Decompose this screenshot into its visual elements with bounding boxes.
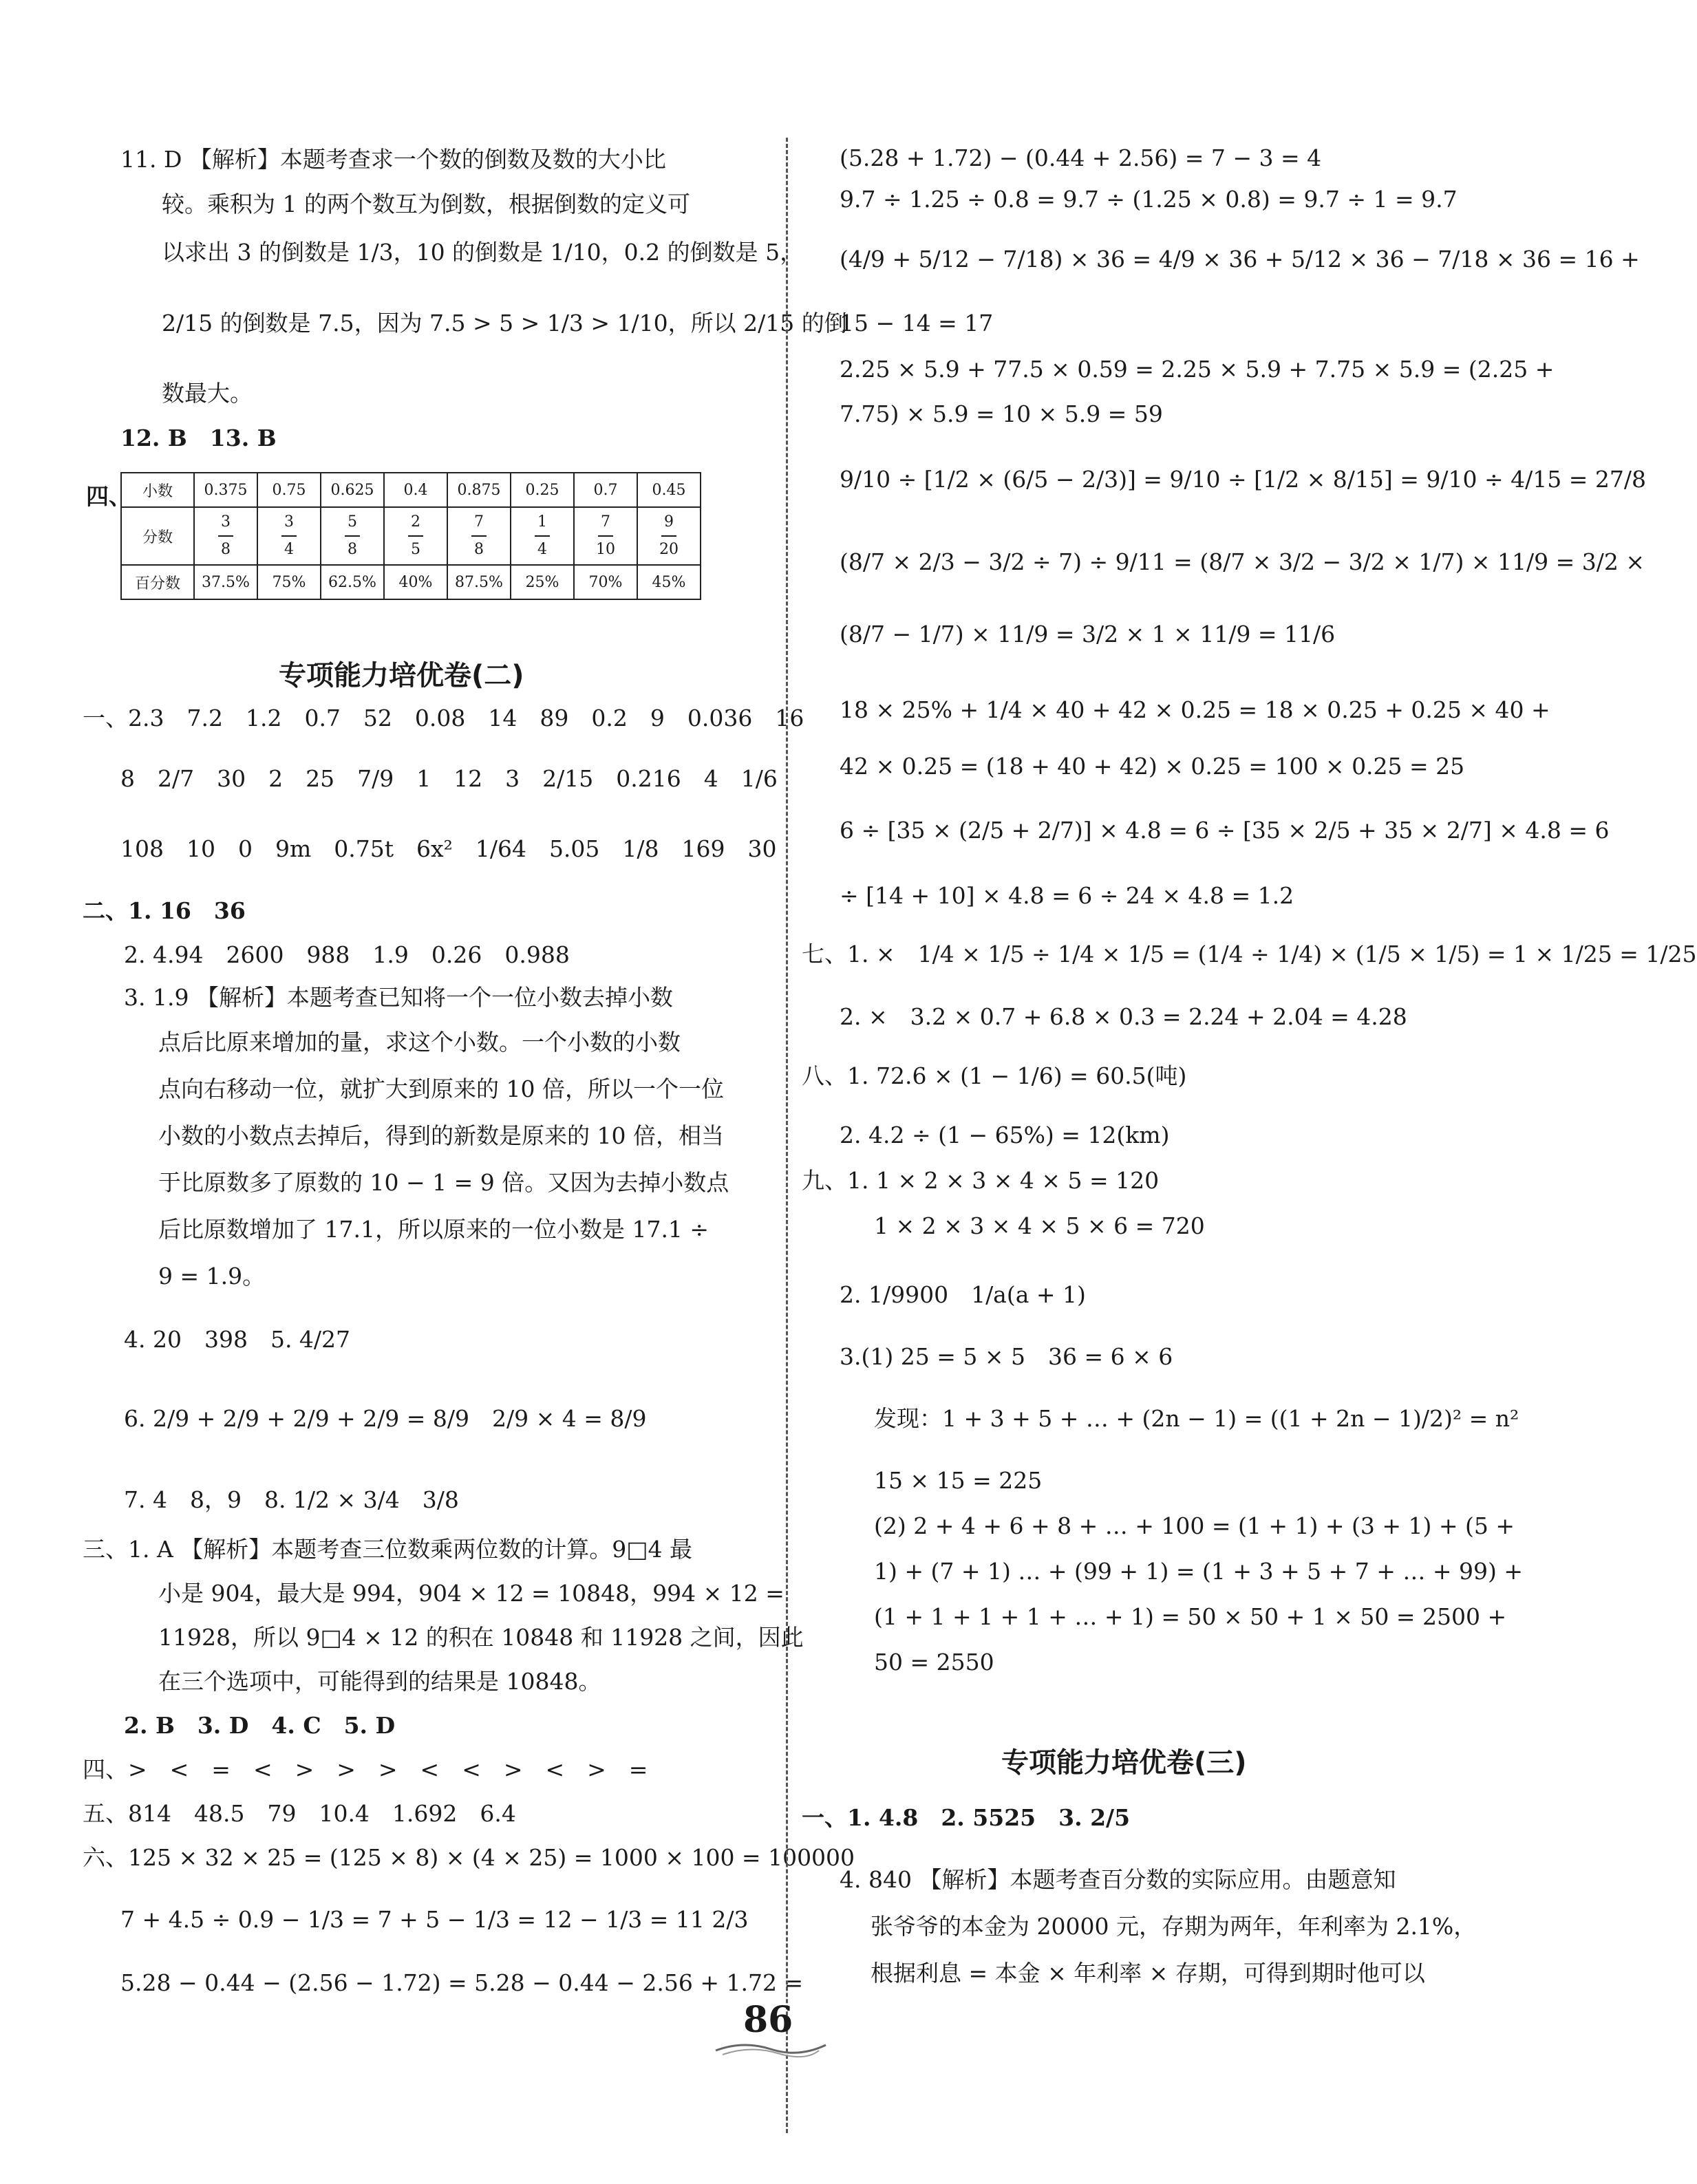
cell: 0.25 <box>511 473 574 507</box>
numerator: 7 <box>598 509 613 537</box>
cell: 0.4 <box>384 473 447 507</box>
r-line-8: (8/7 × 2/3 − 3/2 ÷ 7) ÷ 9/11 = (8/7 × 3/2 − 3/2 × 1/7) × 11/9 = 3/2 × <box>840 548 1645 575</box>
numerator: 1 <box>535 509 550 537</box>
s9-q3-part2-line-1: (2) 2 + 4 + 6 + 8 + … + 100 = (1 + 1) + (3 + 1) + (5 + <box>874 1512 1515 1539</box>
r-line-12: 6 ÷ [35 × (2/5 + 2/7)] × 4.8 = 6 ÷ [35 × 2/5 + 35 × 2/7] × 4.8 = 6 <box>840 817 1610 844</box>
numerator: 3 <box>218 509 233 537</box>
s9-q3-part2-line-3: (1 + 1 + 1 + 1 + … + 1) = 50 × 50 + 1 × 50 = 2500 + <box>874 1603 1507 1630</box>
cell <box>321 507 384 565</box>
s9-q1-line-2: 1 × 2 × 3 × 4 × 5 × 6 = 720 <box>874 1212 1205 1239</box>
r-line-3: (4/9 + 5/12 − 7/18) × 36 = 4/9 × 36 + 5/12 × 36 − 7/18 × 36 = 16 + <box>840 246 1640 272</box>
s1-line-2: 8 2/7 30 2 25 7/9 1 12 3 2/15 0.216 4 1/6 <box>120 765 778 792</box>
q11-line-3: 以求出 3 的倒数是 1/3，10 的倒数是 1/10，0.2 的倒数是 5， <box>162 239 803 266</box>
t3-q4-line-1: 4. 840 【解析】本题考查百分数的实际应用。由题意知 <box>840 1866 1396 1893</box>
cell <box>384 507 447 565</box>
r-line-10: 18 × 25% + 1/4 × 40 + 42 × 0.25 = 18 × 0.25 + 0.25 × 40 + <box>840 696 1550 723</box>
numerator: 3 <box>281 509 297 537</box>
s3-line-1: 三、1. A 【解析】本题考查三位数乘两位数的计算。9□4 最 <box>83 1536 692 1563</box>
r-line-7: 9/10 ÷ [1/2 × (6/5 − 2/3)] = 9/10 ÷ [1/2 × 8/15] = 9/10 ÷ 4/15 = 27/8 <box>840 466 1646 493</box>
s8-q1: 八、1. 72.6 × (1 − 1/6) = 60.5(吨) <box>802 1062 1187 1089</box>
s9-q3-part2-line-2: 1) + (7 + 1) … + (99 + 1) = (1 + 3 + 5 + 7 + … + 99) + <box>874 1558 1523 1585</box>
s3-line-2: 小是 904，最大是 994，904 × 12 = 10848，994 × 12 = <box>158 1580 785 1607</box>
s6-line-1: 六、125 × 32 × 25 = (125 × 8) × (4 × 25) = 1000 × 100 = 100000 <box>83 1844 855 1871</box>
cell: 70% <box>574 565 637 599</box>
page-number: 86 <box>743 1999 793 2041</box>
r-line-4: 15 − 14 = 17 <box>840 310 994 336</box>
table-row <box>121 507 701 565</box>
s9-q3-part2-line-4: 50 = 2550 <box>874 1649 994 1676</box>
cell <box>511 507 574 565</box>
s2-q4-q5: 4. 20 398 5. 4/27 <box>124 1326 351 1353</box>
denominator: 8 <box>221 541 231 558</box>
denominator: 4 <box>284 541 294 558</box>
cell: 75% <box>257 565 321 599</box>
table-row <box>121 565 701 599</box>
column-divider <box>786 138 788 2133</box>
q11-line-4: 2/15 的倒数是 7.5，因为 7.5 > 5 > 1/3 > 1/10，所以 2/15 的倒 <box>162 310 847 336</box>
r-line-2: 9.7 ÷ 1.25 ÷ 0.8 = 9.7 ÷ (1.25 × 0.8) = 9.7 ÷ 1 = 9.7 <box>840 186 1458 213</box>
t3-q4-line-2: 张爷爷的本金为 20000 元，存期为两年，年利率为 2.1%， <box>871 1913 1477 1940</box>
numerator: 9 <box>661 509 676 537</box>
s2-q3-line-6: 后比原数增加了 17.1，所以原来的一位小数是 17.1 ÷ <box>158 1216 709 1243</box>
s9-q3-square: 15 × 15 = 225 <box>874 1467 1043 1494</box>
q12-13-answers: 12. B 13. B <box>120 425 277 451</box>
t3-q4-line-3: 根据利息 = 本金 × 年利率 × 存期，可得到期时他可以 <box>871 1960 1425 1987</box>
s2-q6: 6. 2/9 + 2/9 + 2/9 + 2/9 = 8/9 2/9 × 4 = 8/9 <box>124 1405 647 1432</box>
s3-line-4: 在三个选项中，可能得到的结果是 10848。 <box>158 1668 601 1695</box>
s2-q2: 2. 4.94 2600 988 1.9 0.26 0.988 <box>124 941 570 968</box>
q11-line-1: 11. D 【解析】本题考查求一个数的倒数及数的大小比 <box>120 146 666 173</box>
cell: 0.375 <box>194 473 257 507</box>
t3-q1-q3: 一、1. 4.8 2. 5525 3. 2/5 <box>802 1804 1131 1831</box>
section-title-3: 专项能力培优卷(三) <box>1001 1747 1247 1779</box>
row-label: 分数 <box>121 507 194 565</box>
q4-label: 四、 <box>86 483 131 510</box>
s5-answers: 五、814 48.5 79 10.4 1.692 6.4 <box>83 1800 516 1827</box>
numerator: 5 <box>345 509 360 537</box>
q11-line-2: 较。乘积为 1 的两个数互为倒数，根据倒数的定义可 <box>162 191 690 217</box>
s2-q1: 二、1. 16 36 <box>83 897 246 924</box>
s2-q3-line-4: 小数的小数点去掉后，得到的新数是原来的 10 倍，相当 <box>158 1122 724 1149</box>
denominator: 8 <box>348 541 357 558</box>
denominator: 5 <box>411 541 420 558</box>
row-label: 百分数 <box>121 565 194 599</box>
cell <box>257 507 321 565</box>
cell: 0.875 <box>447 473 511 507</box>
numerator: 2 <box>408 509 423 537</box>
s7-q1: 七、1. × 1/4 × 1/5 ÷ 1/4 × 1/5 = (1/4 ÷ 1/4) × (1/5 × 1/5) = 1 × 1/25 = 1/25 <box>802 941 1697 967</box>
denominator: 4 <box>537 541 547 558</box>
cell: 87.5% <box>447 565 511 599</box>
s9-q2: 2. 1/9900 1/a(a + 1) <box>840 1281 1086 1308</box>
s2-q3-line-7: 9 = 1.9。 <box>158 1263 266 1289</box>
s9-q1: 九、1. 1 × 2 × 3 × 4 × 5 = 120 <box>802 1167 1160 1194</box>
r-line-13: ÷ [14 + 10] × 4.8 = 6 ÷ 24 × 4.8 = 1.2 <box>840 882 1294 909</box>
denominator: 8 <box>474 541 484 558</box>
s9-q3-part1: 3.(1) 25 = 5 × 5 36 = 6 × 6 <box>840 1343 1173 1370</box>
s2-q3-line-2: 点后比原来增加的量，求这个小数。一个小数的小数 <box>158 1029 681 1056</box>
s3-answers: 2. B 3. D 4. C 5. D <box>124 1712 396 1739</box>
denominator: 20 <box>659 541 679 558</box>
s2-q3-line-3: 点向右移动一位，就扩大到原来的 10 倍，所以一个一位 <box>158 1075 724 1102</box>
s9-q3-discovery: 发现：1 + 3 + 5 + … + (2n − 1) = ((1 + 2n − 1)/2)² = n² <box>874 1405 1519 1432</box>
cell: 0.625 <box>321 473 384 507</box>
s6-line-3: 5.28 − 0.44 − (2.56 − 1.72) = 5.28 − 0.44 − 2.56 + 1.72 = <box>120 1969 804 1996</box>
r-line-11: 42 × 0.25 = (18 + 40 + 42) × 0.25 = 100 × 0.25 = 25 <box>840 753 1465 780</box>
conversion-table <box>120 472 701 600</box>
cell <box>194 507 257 565</box>
r-line-6: 7.75) × 5.9 = 10 × 5.9 = 59 <box>840 400 1163 427</box>
s8-q2: 2. 4.2 ÷ (1 − 65%) = 12(km) <box>840 1122 1170 1148</box>
cell: 45% <box>637 565 701 599</box>
s6-line-2: 7 + 4.5 ÷ 0.9 − 1/3 = 7 + 5 − 1/3 = 12 − 1/3 = 11 2/3 <box>120 1906 749 1933</box>
cell: 62.5% <box>321 565 384 599</box>
s1-line-1: 一、2.3 7.2 1.2 0.7 52 0.08 14 89 0.2 9 0.036 16 <box>83 705 804 731</box>
r-line-1: (5.28 + 1.72) − (0.44 + 2.56) = 7 − 3 = 4 <box>840 144 1322 171</box>
cell: 0.45 <box>637 473 701 507</box>
cell <box>574 507 637 565</box>
denominator: 10 <box>596 541 615 558</box>
cell: 0.75 <box>257 473 321 507</box>
cell: 25% <box>511 565 574 599</box>
cell: 37.5% <box>194 565 257 599</box>
section-title-2: 专项能力培优卷(二) <box>279 660 524 692</box>
s2-q3-line-1: 3. 1.9 【解析】本题考查已知将一个一位小数去掉小数 <box>124 984 673 1011</box>
table-row <box>121 473 701 507</box>
r-line-5: 2.25 × 5.9 + 77.5 × 0.59 = 2.25 × 5.9 + 7.75 × 5.9 = (2.25 + <box>840 356 1555 383</box>
cell <box>637 507 701 565</box>
cell: 0.7 <box>574 473 637 507</box>
q11-line-5: 数最大。 <box>162 380 253 407</box>
s1-line-3: 108 10 0 9m 0.75t 6x² 1/64 5.05 1/8 169 30 <box>120 835 777 862</box>
row-label: 小数 <box>121 473 194 507</box>
numerator: 7 <box>471 509 487 537</box>
s2-q7-q8: 7. 4 8，9 8. 1/2 × 3/4 3/8 <box>124 1486 459 1513</box>
s3-line-3: 11928，所以 9□4 × 12 的积在 10848 和 11928 之间，因此 <box>158 1624 804 1651</box>
cell: 40% <box>384 565 447 599</box>
cell <box>447 507 511 565</box>
r-line-9: (8/7 − 1/7) × 11/9 = 3/2 × 1 × 11/9 = 11/6 <box>840 621 1336 647</box>
s2-q3-line-5: 于比原数多了原数的 10 − 1 = 9 倍。又因为去掉小数点 <box>158 1169 729 1196</box>
s7-q2: 2. × 3.2 × 0.7 + 6.8 × 0.3 = 2.24 + 2.04 = 4.28 <box>840 1003 1407 1030</box>
s4-comparisons: 四、> < = < > > > < < > < > = <box>83 1756 648 1783</box>
decorative-wave-icon <box>716 2037 826 2057</box>
